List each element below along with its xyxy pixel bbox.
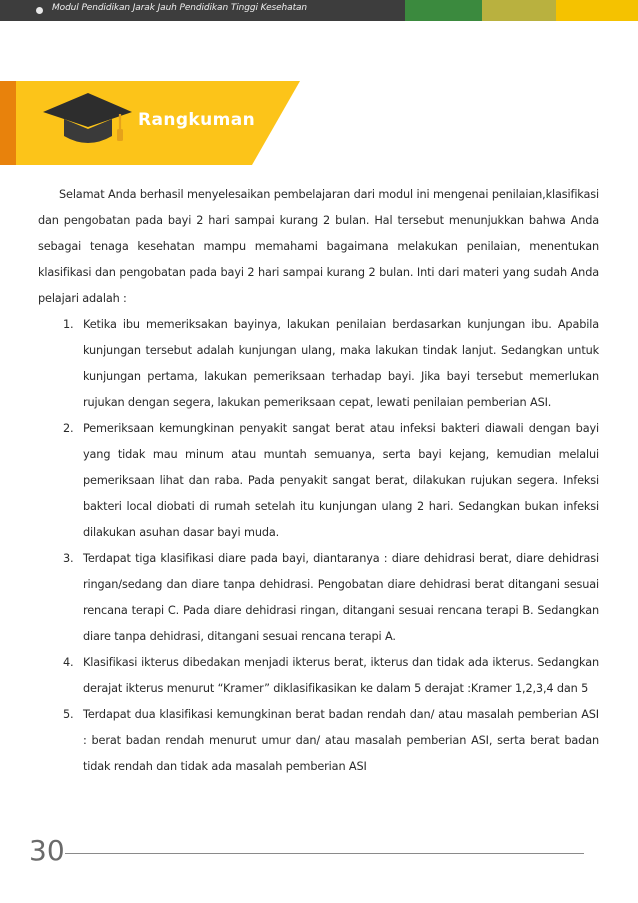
page-number: 30 <box>29 834 65 867</box>
list-item-number: 5. <box>63 708 74 721</box>
list-item-text: Terdapat dua klasifikasi kemungkinan berat badan rendah dan/ atau masalah pemberian ASI : berat badan rendah menurut umur dan/ atau masalah pemberian ASI, serta berat badan tidak rendah dan tidak ada masalah pemberian ASI <box>83 708 599 773</box>
module-title: Modul Pendidikan Jarak Jauh Pendidikan Tinggi Kesehatan <box>52 3 308 13</box>
list-item <box>63 702 599 780</box>
intro-paragraph: Selamat Anda berhasil menyelesaikan pembelajaran dari modul ini mengenai penilaian,klasifikasi dan pengobatan pada bayi 2 hari sampai kurang 2 bulan. Hal tersebut menunjukkan bahwa Anda sebagai tenaga kesehatan mampu memahami bagaimana melakukan penilaian, menentukan klasifikasi dan pengobatan pada bayi 2 hari sampai kurang 2 bulan. Inti dari materi yang sudah Anda pelajari adalah : <box>38 188 599 305</box>
list-item <box>63 312 599 416</box>
header-bar-olive-segment <box>482 0 556 21</box>
summary-list <box>38 312 599 780</box>
graduation-cap-icon <box>40 84 135 148</box>
section-title: Rangkuman <box>138 110 256 130</box>
list-item <box>63 416 599 546</box>
summary-content <box>38 182 599 780</box>
list-item-text: Pemeriksaan kemungkinan penyakit sangat berat atau infeksi bakteri diawali dengan bayi yang tidak mau minum atau muntah semuanya, serta bayi kejang, kemudian melalui pemeriksaan lihat dan raba. Pada penyakit sangat berat, dilakukan rujukan segera. Infeksi bakteri local diobati di rumah setelah itu kunjungan ulang 2 hari. Sedangkan bukan infeksi dilakukan asuhan dasar bayi muda. <box>83 422 599 539</box>
header-bar-green-segment <box>405 0 482 21</box>
list-item-text: Terdapat tiga klasifikasi diare pada bayi, diantaranya : diare dehidrasi berat, diare dehidrasi ringan/sedang dan diare tanpa dehidrasi. Pengobatan diare dehidrasi berat ditangani sesuai rencana terapi C. Pada diare dehidrasi ringan, ditangani sesuai rencana terapi B. Sedangkan diare tanpa dehidrasi, ditangani sesuai rencana terapi A. <box>83 552 599 643</box>
list-item <box>63 546 599 650</box>
bullet-dot-icon <box>36 7 43 14</box>
list-item-text: Ketika ibu memeriksakan bayinya, lakukan penilaian berdasarkan kunjungan ibu. Apabila kunjungan tersebut adalah kunjungan ulang, maka lakukan tindak lanjut. Sedangkan untuk kunjungan pertama, lakukan pemeriksaan terhadap bayi. Jika bayi tersebut memerlukan rujukan dengan segera, lakukan pemeriksaan cepat, lewati penilaian pemberian ASI. <box>83 318 599 409</box>
list-item-number: 4. <box>63 656 74 669</box>
header-bar-yellow-segment <box>556 0 638 21</box>
list-item <box>63 650 599 702</box>
list-item-number: 3. <box>63 552 74 565</box>
footer-divider <box>65 853 584 854</box>
list-item-text: Klasifikasi ikterus dibedakan menjadi ikterus berat, ikterus dan tidak ada ikterus. Sedangkan derajat ikterus menurut “Kramer” diklasifikasikan ke dalam 5 derajat :Kramer 1,2,3,4 dan 5 <box>83 656 599 695</box>
list-item-number: 1. <box>63 318 74 331</box>
list-item-number: 2. <box>63 422 74 435</box>
section-banner <box>0 81 300 165</box>
header-bar <box>0 0 638 21</box>
